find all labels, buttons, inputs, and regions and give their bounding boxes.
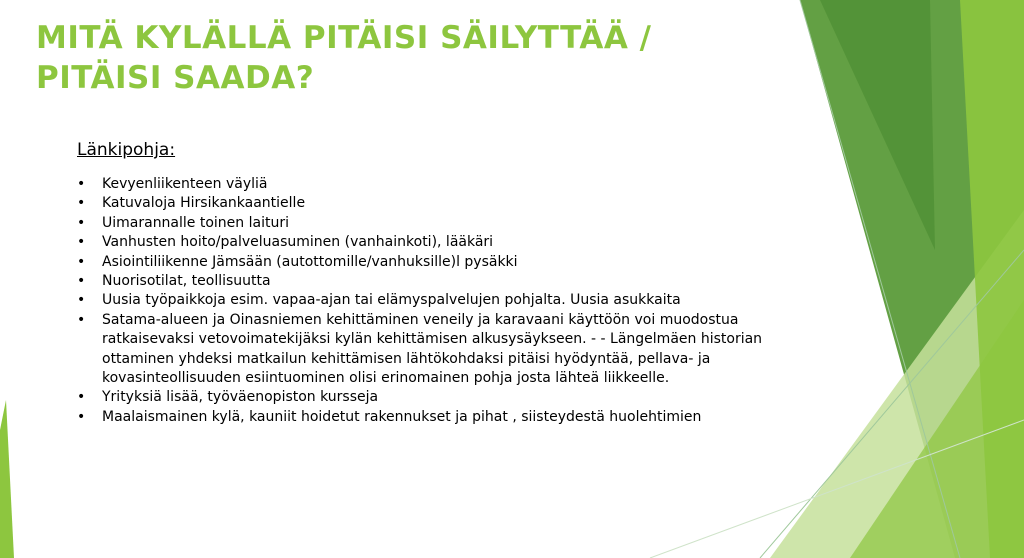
slide-title-line-1: MITÄ KYLÄLLÄ PITÄISI SÄILYTTÄÄ / [36, 20, 652, 56]
bullet-list [77, 175, 797, 427]
list-item: • Maalaismainen kylä, kauniit hoidetut rakennukset ja pihat , siisteydestä huolehtimien [77, 408, 797, 427]
list-item: • Asiointiliikenne Jämsään (autottomille/vanhuksille)l pysäkki [77, 253, 797, 272]
list-item: • Yrityksiä lisää, työväenopiston kursseja [77, 388, 797, 407]
list-item: • Vanhusten hoito/palveluasuminen (vanhainkoti), lääkäri [77, 233, 797, 252]
list-item: • Kevyenliikenteen väyliä [77, 175, 797, 194]
list-item: • Uimarannalle toinen laituri [77, 214, 797, 233]
section-subheading: Länkipohja: [77, 140, 176, 160]
list-item: • Nuorisotilat, teollisuutta [77, 272, 797, 291]
list-item: • Uusia työpaikkoja esim. vapaa-ajan tai elämyspalvelujen pohjalta. Uusia asukkaita [77, 291, 797, 310]
list-item: • Satama-alueen ja Oinasniemen kehittäminen veneily ja karavaani käyttöön voi muodostua ratkaisevaksi vetovoimatekijäksi kylän kehittämisen alkusysäykseen. - - Längelmäen historian ottaminen yhdeksi matkailun kehittämisen lähtökohdaksi pitäisi hyödyntää, pellava- ja kovasinteollisuuden esiintuominen olisi erinomainen pohja josta lähteä liikkeelle. [77, 311, 797, 389]
left-edge-stripe [0, 400, 14, 558]
list-item: • Katuvaloja Hirsikankaantielle [77, 194, 797, 213]
slide-title-line-2: PITÄISI SAADA? [36, 60, 315, 96]
slide-title [36, 18, 652, 98]
